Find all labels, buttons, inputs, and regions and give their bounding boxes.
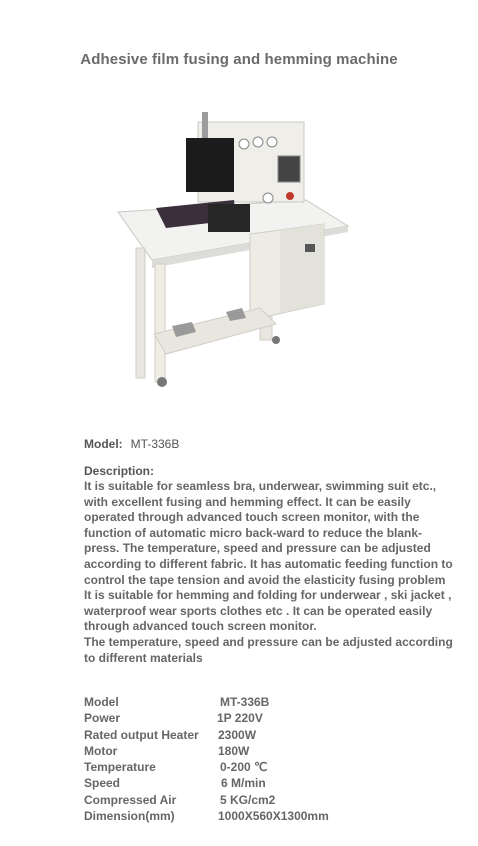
- spec-key: Temperature: [84, 760, 156, 775]
- spec-value: 1000X560X1300mm: [218, 809, 329, 824]
- spec-value: 1P 220V: [217, 711, 263, 726]
- spec-key: Rated output Heater: [84, 727, 199, 742]
- spec-key: Motor: [84, 743, 118, 758]
- spec-value: 2300W: [218, 727, 257, 742]
- spec-key: Model: [84, 695, 119, 709]
- description-paragraph-1: It is suitable for seamless bra, underwear, swimming suit etc., with excellent fusing and hemming effect. It can be easily operated through advanced touch screen monitor, with the function of automatic micro back-ward to reduce the blank-press. The temperature, speed and pressure can be adjusted according to different fabric. It has automatic feeding function to control the tape tension and avoid the elasticity fusing problem It is suitable for hemming and folding for underwear , ski jacket , waterproof wear sports clothes etc . It can be operated easily through advanced touch screen monitor.: [84, 479, 453, 634]
- spec-value: 6 M/min: [221, 776, 266, 791]
- spec-key: Power: [84, 711, 121, 726]
- spec-key: Compressed Air: [84, 792, 177, 807]
- spec-key: Dimension(mm): [84, 809, 175, 824]
- spec-value: 5 KG/cm2: [220, 792, 276, 807]
- page-title: Adhesive film fusing and hemming machine: [80, 51, 398, 68]
- model-value: MT-336B: [130, 437, 180, 451]
- model-line: [84, 437, 179, 451]
- description-paragraph-2: The temperature, speed and pressure can be adjusted according to different materials: [84, 634, 453, 665]
- spec-key: Speed: [84, 776, 121, 791]
- spec-value: 0-200 ℃: [220, 760, 268, 775]
- model-label: Model:: [84, 437, 123, 451]
- machine-photo: [110, 108, 350, 390]
- spec-value: 180W: [218, 743, 250, 758]
- description-text: [84, 479, 456, 666]
- spec-value: MT-336B: [220, 695, 270, 709]
- description-label: Description:: [84, 464, 155, 478]
